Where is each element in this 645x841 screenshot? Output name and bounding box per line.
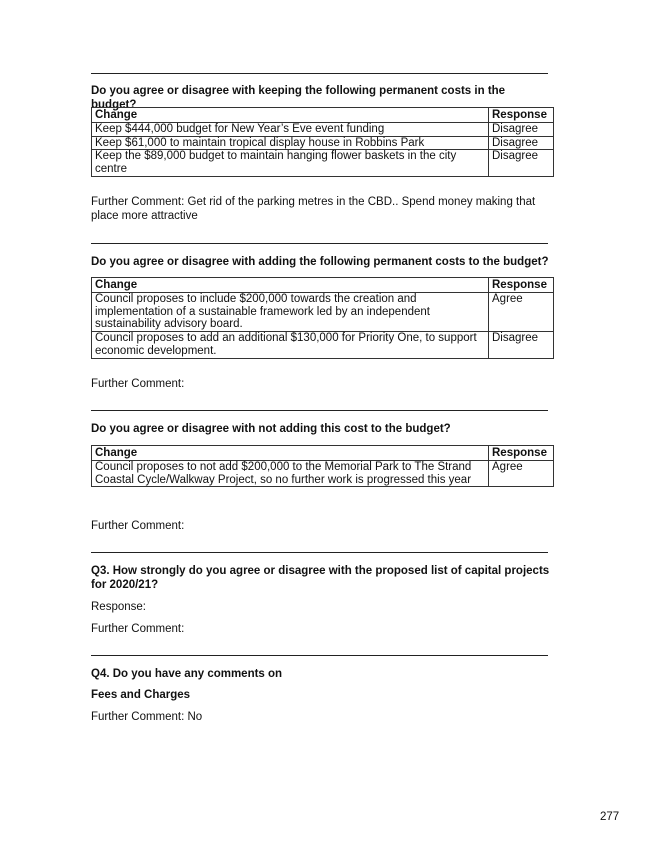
divider xyxy=(91,410,548,411)
response-header: Response xyxy=(489,446,554,461)
response-cell: Disagree xyxy=(489,150,554,177)
question-keep-costs: Do you agree or disagree with keeping the following permanent costs in the budget? xyxy=(91,85,506,111)
table-row xyxy=(92,460,554,487)
further-comment: Further Comment: Get rid of the parking metres in the CBD.. Spend money making that place more attractive xyxy=(91,196,536,222)
response-header: Response xyxy=(489,278,554,293)
keep-costs-table xyxy=(91,107,554,177)
change-cell: Council proposes to not add $200,000 to the Memorial Park to The Strand Coastal Cycle/Walkway Project, so no further work is progressed this year xyxy=(92,460,489,487)
divider xyxy=(91,552,548,553)
table-header-row xyxy=(92,446,554,461)
question-q4-subtitle: Fees and Charges xyxy=(91,689,191,701)
change-cell: Council proposes to add an additional $130,000 for Priority One, to support economic development. xyxy=(92,332,489,359)
further-comment: Further Comment: xyxy=(91,378,185,390)
response-cell: Agree xyxy=(489,292,554,331)
table-row xyxy=(92,122,554,136)
divider xyxy=(91,243,548,244)
table-row xyxy=(92,150,554,177)
divider xyxy=(91,73,548,74)
change-cell: Keep $444,000 budget for New Year’s Eve event funding xyxy=(92,122,489,136)
page-number: 277 xyxy=(600,811,620,823)
response-cell: Disagree xyxy=(489,136,554,150)
table-header-row xyxy=(92,108,554,123)
response-cell: Disagree xyxy=(489,122,554,136)
table-row xyxy=(92,292,554,331)
further-comment: Further Comment: xyxy=(91,520,185,532)
response-label: Response: xyxy=(91,601,146,613)
change-header: Change xyxy=(92,446,489,461)
question-q4: Q4. Do you have any comments on xyxy=(91,668,283,680)
table-row xyxy=(92,136,554,150)
change-cell: Keep the $89,000 budget to maintain hanging flower baskets in the city centre xyxy=(92,150,489,177)
not-adding-cost-table xyxy=(91,445,554,487)
further-comment: Further Comment: xyxy=(91,623,185,635)
table-header-row xyxy=(92,278,554,293)
change-header: Change xyxy=(92,278,489,293)
response-cell: Disagree xyxy=(489,332,554,359)
add-costs-table xyxy=(91,277,554,359)
question-q3: Q3. How strongly do you agree or disagree with the proposed list of capital projects for 2020/21? xyxy=(91,565,550,591)
response-header: Response xyxy=(489,108,554,123)
question-add-costs: Do you agree or disagree with adding the following permanent costs to the budget? xyxy=(91,256,549,268)
response-cell: Agree xyxy=(489,460,554,487)
change-header: Change xyxy=(92,108,489,123)
further-comment: Further Comment: No xyxy=(91,711,203,723)
question-not-adding-cost: Do you agree or disagree with not adding this cost to the budget? xyxy=(91,423,451,435)
change-cell: Keep $61,000 to maintain tropical display house in Robbins Park xyxy=(92,136,489,150)
divider xyxy=(91,655,548,656)
table-row xyxy=(92,332,554,359)
change-cell: Council proposes to include $200,000 towards the creation and implementation of a sustainable framework led by an independent sustainability advisory board. xyxy=(92,292,489,331)
